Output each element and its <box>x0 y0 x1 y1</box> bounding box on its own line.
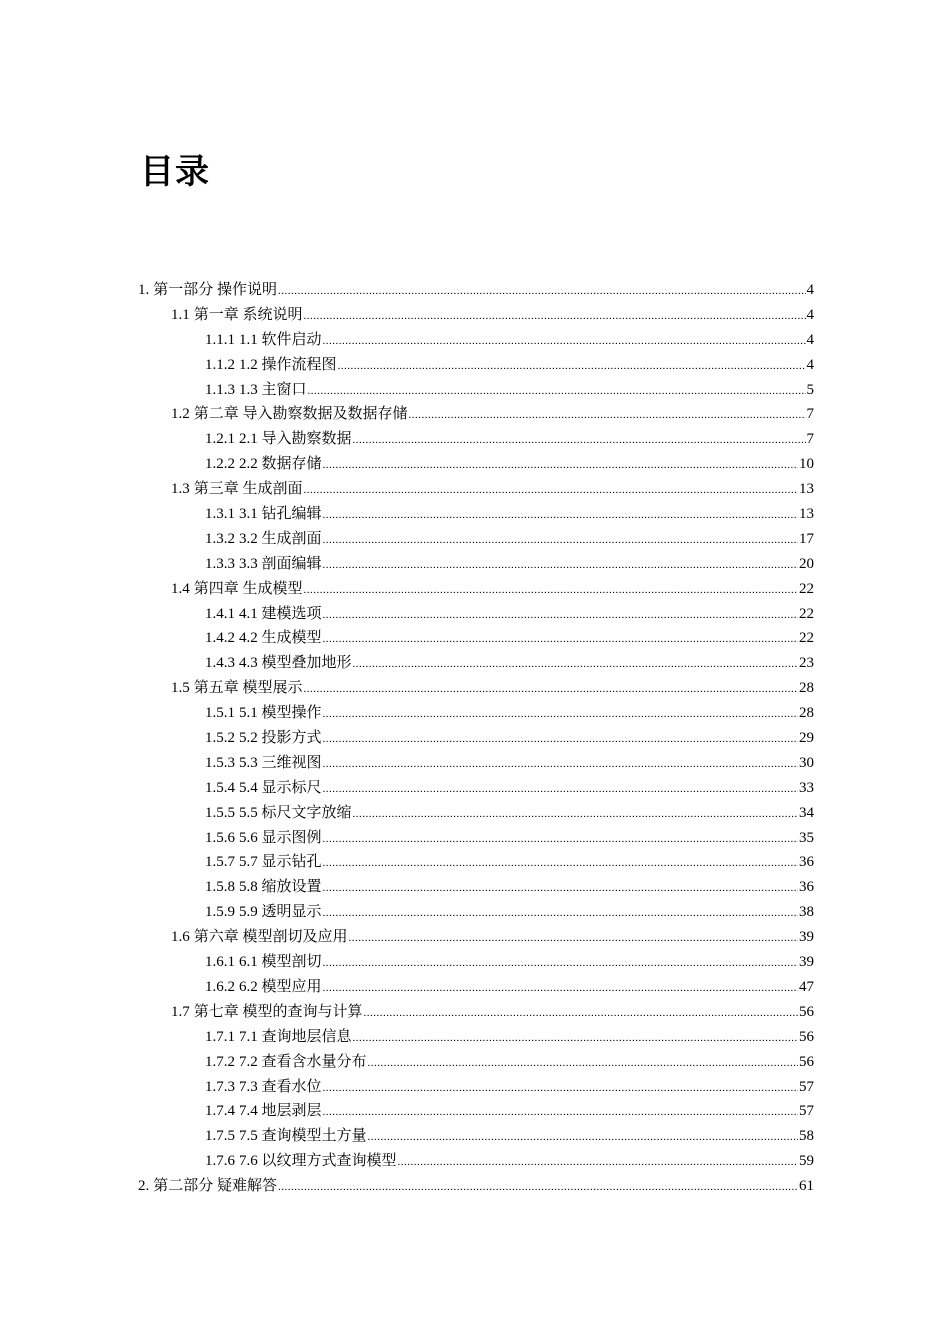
toc-entry-number: 1.5.9 <box>205 904 235 921</box>
toc-page-number: 57 <box>799 1103 814 1120</box>
toc-entry-number: 1.1 <box>171 306 190 323</box>
toc-dot-leader <box>323 851 798 876</box>
toc-page-number: 56 <box>799 1053 814 1070</box>
toc-entry-number: 1.3.1 <box>205 506 235 523</box>
toc-dot-leader <box>304 578 798 603</box>
toc-entry[interactable] <box>138 1174 814 1199</box>
toc-page-number: 20 <box>799 555 814 572</box>
toc-page-number: 7 <box>806 406 814 423</box>
toc-dot-leader <box>323 876 798 901</box>
toc-entry-title: 5.8 缩放设置 <box>239 879 322 896</box>
toc-entry-number: 1.5.5 <box>205 804 235 821</box>
toc-entry-number: 1.5.3 <box>205 754 235 771</box>
toc-entry-number: 1.7.5 <box>205 1128 235 1145</box>
toc-page-number: 4 <box>806 331 814 348</box>
toc-entry-title: 7.2 查看含水量分布 <box>239 1053 367 1070</box>
toc-entry-title: 第四章 生成模型 <box>193 580 303 597</box>
toc-entry-title: 第六章 模型剖切及应用 <box>193 929 348 946</box>
toc-entry[interactable] <box>138 875 814 900</box>
toc-entry-number: 1.6.1 <box>205 954 235 971</box>
toc-entry[interactable] <box>138 1099 814 1124</box>
toc-entry-title: 7.5 查询模型土方量 <box>239 1128 367 1145</box>
toc-entry-number: 1.7.2 <box>205 1053 235 1070</box>
toc-entry-number: 1.1.3 <box>205 381 235 398</box>
toc-entry-number: 1.3.2 <box>205 530 235 547</box>
toc-entry-number: 1.4.1 <box>205 605 235 622</box>
toc-entry[interactable] <box>138 900 814 925</box>
toc-page-number: 17 <box>799 530 814 547</box>
toc-entry[interactable] <box>138 1000 814 1025</box>
toc-entry-number: 1.5 <box>171 680 190 697</box>
toc-entry[interactable] <box>138 1149 814 1174</box>
toc-page-number: 57 <box>799 1078 814 1095</box>
toc-entry[interactable] <box>138 1025 814 1050</box>
toc-entry-title: 7.1 查询地层信息 <box>239 1028 352 1045</box>
toc-entry-number: 1.7 <box>171 1003 190 1020</box>
toc-dot-leader <box>349 926 798 951</box>
toc-entry-number: 1.2 <box>171 406 190 423</box>
toc-dot-leader <box>353 652 798 677</box>
toc-page-number: 39 <box>799 929 814 946</box>
toc-entry-number: 1.3.3 <box>205 555 235 572</box>
toc-entry-title: 4.1 建模选项 <box>239 605 322 622</box>
toc-entry[interactable] <box>138 651 814 676</box>
toc-entry-title: 第二部分 疑难解答 <box>153 1178 278 1195</box>
toc-entry-number: 1.5.1 <box>205 705 235 722</box>
toc-page-number: 13 <box>799 481 814 498</box>
toc-dot-leader <box>323 528 798 553</box>
toc-entry[interactable] <box>138 602 814 627</box>
toc-dot-leader <box>353 428 806 453</box>
toc-page-number: 30 <box>799 754 814 771</box>
toc-entry-title: 5.3 三维视图 <box>239 754 322 771</box>
toc-page-number: 61 <box>799 1178 814 1195</box>
toc-entry-number: 1.7.4 <box>205 1103 235 1120</box>
toc-entry-number: 1.6.2 <box>205 978 235 995</box>
toc-entry-number: 1.3 <box>171 481 190 498</box>
toc-entry[interactable] <box>138 751 814 776</box>
toc-page-number: 22 <box>799 605 814 622</box>
toc-entry[interactable] <box>138 353 814 378</box>
toc-dot-leader <box>398 1150 798 1175</box>
toc-dot-leader <box>323 553 798 578</box>
toc-entry-title: 3.1 钻孔编辑 <box>239 506 322 523</box>
toc-entry-number: 1. <box>138 282 150 298</box>
toc-dot-leader <box>409 403 806 428</box>
toc-entry-number: 1.4.3 <box>205 655 235 672</box>
toc-dot-leader <box>368 1051 798 1076</box>
toc-dot-leader <box>323 752 798 777</box>
toc-page-number: 33 <box>799 779 814 796</box>
toc-page-number: 38 <box>799 904 814 921</box>
toc-entry[interactable] <box>138 676 814 701</box>
toc-entry[interactable] <box>138 701 814 726</box>
toc-entry[interactable] <box>138 1050 814 1075</box>
toc-dot-leader <box>323 976 798 1001</box>
toc-entry[interactable] <box>138 726 814 751</box>
toc-entry-title: 5.7 显示钻孔 <box>239 854 322 871</box>
toc-page-number: 7 <box>806 431 814 448</box>
toc-entry[interactable] <box>138 278 814 303</box>
toc-entry[interactable] <box>138 801 814 826</box>
toc-page-number: 59 <box>799 1153 814 1170</box>
toc-entry-number: 1.1.2 <box>205 356 235 373</box>
toc-entry-title: 第一部分 操作说明 <box>153 282 278 298</box>
toc-dot-leader <box>353 1026 798 1051</box>
toc-entry-title: 第二章 导入勘察数据及数据存储 <box>193 406 408 423</box>
toc-dot-leader <box>304 677 798 702</box>
toc-entry-number: 1.2.1 <box>205 431 235 448</box>
toc-entry-number: 1.5.7 <box>205 854 235 871</box>
toc-entry-title: 第三章 生成剖面 <box>193 481 303 498</box>
toc-entry[interactable] <box>138 850 814 875</box>
toc-entry[interactable] <box>138 303 814 328</box>
toc-entry-number: 2. <box>138 1178 150 1195</box>
toc-entry-title: 第一章 系统说明 <box>193 306 303 323</box>
toc-entry-number: 1.5.2 <box>205 730 235 747</box>
toc-page-number: 4 <box>806 282 814 298</box>
toc-dot-leader <box>353 802 798 827</box>
toc-page-number: 34 <box>799 804 814 821</box>
toc-dot-leader <box>323 453 798 478</box>
toc-entry-number: 1.4 <box>171 580 190 597</box>
toc-entry[interactable] <box>138 626 814 651</box>
toc-entry-title: 1.3 主窗口 <box>239 381 307 398</box>
toc-entry-title: 第七章 模型的查询与计算 <box>193 1003 363 1020</box>
toc-dot-leader <box>364 1001 798 1026</box>
toc-dot-leader <box>338 354 806 379</box>
toc-entry-title: 第五章 模型展示 <box>193 680 303 697</box>
toc-page-number: 36 <box>799 879 814 896</box>
toc-entry[interactable] <box>138 925 814 950</box>
toc-dot-leader <box>323 702 798 727</box>
toc-entry-title: 1.1 软件启动 <box>239 331 322 348</box>
toc-entry-title: 5.4 显示标尺 <box>239 779 322 796</box>
toc-page-number: 13 <box>799 506 814 523</box>
toc-dot-leader <box>323 603 798 628</box>
toc-entry-title: 2.1 导入勘察数据 <box>239 431 352 448</box>
toc-entry[interactable] <box>138 826 814 851</box>
toc-page-number: 39 <box>799 954 814 971</box>
toc-entry[interactable] <box>138 502 814 527</box>
toc-page-number: 28 <box>799 680 814 697</box>
toc-entry-title: 5.9 透明显示 <box>239 904 322 921</box>
toc-entry-number: 1.4.2 <box>205 630 235 647</box>
toc-entry-number: 1.5.8 <box>205 879 235 896</box>
toc-entry[interactable] <box>138 950 814 975</box>
toc-entry-number: 1.7.3 <box>205 1078 235 1095</box>
toc-page-number: 58 <box>799 1128 814 1145</box>
toc-entry-title: 6.2 模型应用 <box>239 978 322 995</box>
toc-entry[interactable] <box>138 402 814 427</box>
toc-page-number: 22 <box>799 580 814 597</box>
toc-page-number: 5 <box>806 381 814 398</box>
toc-entry-title: 5.5 标尺文字放缩 <box>239 804 352 821</box>
toc-entry-title: 5.6 显示图例 <box>239 829 322 846</box>
toc-page-number: 4 <box>806 306 814 323</box>
toc-entry-title: 1.2 操作流程图 <box>239 356 337 373</box>
toc-dot-leader <box>323 1076 798 1101</box>
toc-page-number: 56 <box>799 1003 814 1020</box>
toc-dot-leader <box>323 827 798 852</box>
toc-entry[interactable] <box>138 1075 814 1100</box>
toc-page-number: 35 <box>799 829 814 846</box>
toc-dot-leader <box>368 1125 798 1150</box>
toc-page-number: 23 <box>799 655 814 672</box>
table-of-contents <box>138 278 814 1199</box>
toc-entry-title: 7.4 地层剥层 <box>239 1103 322 1120</box>
toc-entry-title: 5.2 投影方式 <box>239 730 322 747</box>
toc-entry[interactable] <box>138 452 814 477</box>
toc-entry[interactable] <box>138 427 814 452</box>
toc-dot-leader <box>323 901 798 926</box>
toc-entry-number: 1.7.1 <box>205 1028 235 1045</box>
toc-dot-leader <box>323 503 798 528</box>
toc-dot-leader <box>323 627 798 652</box>
toc-page-number: 10 <box>799 456 814 473</box>
toc-entry[interactable] <box>138 328 814 353</box>
toc-entry[interactable] <box>138 1124 814 1149</box>
toc-dot-leader <box>304 478 798 503</box>
toc-entry-title: 4.2 生成模型 <box>239 630 322 647</box>
toc-dot-leader <box>323 777 798 802</box>
toc-entry[interactable] <box>138 776 814 801</box>
toc-entry-title: 3.3 剖面编辑 <box>239 555 322 572</box>
toc-dot-leader <box>323 951 798 976</box>
toc-dot-leader <box>304 304 806 329</box>
toc-entry-number: 1.5.4 <box>205 779 235 796</box>
toc-entry-title: 6.1 模型剖切 <box>239 954 322 971</box>
toc-page-number: 28 <box>799 705 814 722</box>
toc-dot-leader <box>278 1175 798 1200</box>
toc-dot-leader <box>323 329 806 354</box>
page-title: 目录 <box>140 152 210 192</box>
toc-entry-title: 3.2 生成剖面 <box>239 530 322 547</box>
toc-entry-number: 1.2.2 <box>205 456 235 473</box>
toc-page-number: 22 <box>799 630 814 647</box>
toc-dot-leader <box>323 727 798 752</box>
toc-entry[interactable] <box>138 552 814 577</box>
toc-page-number: 29 <box>799 730 814 747</box>
toc-entry-title: 7.6 以纹理方式查询模型 <box>239 1153 397 1170</box>
toc-entry[interactable] <box>138 477 814 502</box>
toc-dot-leader <box>308 379 806 404</box>
toc-entry-number: 1.5.6 <box>205 829 235 846</box>
toc-entry-title: 7.3 查看水位 <box>239 1078 322 1095</box>
toc-entry-number: 1.1.1 <box>205 331 235 348</box>
toc-entry-title: 4.3 模型叠加地形 <box>239 655 352 672</box>
toc-page-number: 4 <box>806 356 814 373</box>
toc-page-number: 47 <box>799 978 814 995</box>
toc-entry[interactable] <box>138 577 814 602</box>
toc-dot-leader <box>278 279 805 304</box>
toc-dot-leader <box>323 1100 798 1125</box>
toc-entry-number: 1.7.6 <box>205 1153 235 1170</box>
toc-page-number: 56 <box>799 1028 814 1045</box>
toc-entry-title: 5.1 模型操作 <box>239 705 322 722</box>
toc-entry[interactable] <box>138 975 814 1000</box>
toc-entry-title: 2.2 数据存储 <box>239 456 322 473</box>
toc-entry-number: 1.6 <box>171 929 190 946</box>
toc-entry[interactable] <box>138 378 814 403</box>
toc-entry[interactable] <box>138 527 814 552</box>
toc-page-number: 36 <box>799 854 814 871</box>
